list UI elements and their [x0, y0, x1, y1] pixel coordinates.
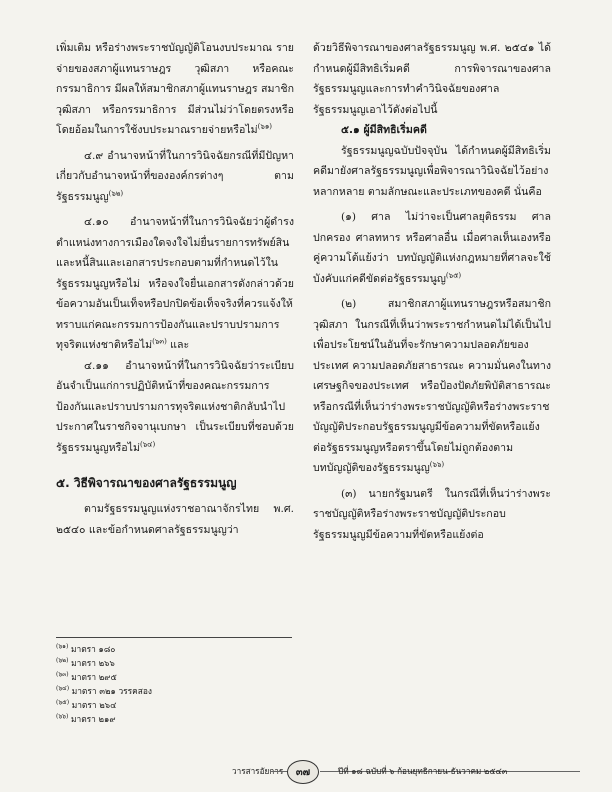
footnote-ref[interactable]: (๖๖) [429, 460, 445, 469]
footnote-divider [56, 637, 292, 638]
footer-divider [270, 771, 288, 772]
paragraph [56, 356, 294, 459]
footnote-number: (๖๑) [56, 643, 69, 651]
footnote-ref[interactable]: (๖๕) [445, 270, 462, 279]
issue-info: ปีที่ ๑๘ ฉบับที่ ๖ ก้อนยุทธิกายน-ธันวาคม ๒๕๔๓ [338, 766, 508, 776]
footnote-ref[interactable]: (๖๓) [152, 337, 167, 346]
paragraph-text: (๒) สมาชิกสภาผู้แทนราษฎรหรือสมาชิกวุฒิสภา ในกรณีที่เห็นว่าพระราชกำหนดไม่ได้เป็นไปเพื่อประโยชน์ในอันที่จะรักษาความปลอดภัยของประเทศ ความปลอดภัยสาธารณะ ความมั่นคงในทางเศรษฐกิจของประเทศ หรือป้องปัดภัยพิบัติสาธารณะ หรือกรณีที่เห็นว่าร่างพระราชบัญญัติหรือร่างพระราชบัญญัติประกอบรัฐธรรมนูญมีข้อความที่ขัดหรือแย้งต่อรัฐธรรมนูญหรือตราขึ้นโดยไม่ถูกต้องตามบทบัญญัติของรัฐธรรมนูญ [313, 298, 551, 474]
footnote-text: มาตรา ๑๘๐ [70, 644, 116, 654]
subsection-heading: ๕.๑ ผู้มีสิทธิเริ่มคดี [341, 124, 427, 136]
right-column [313, 38, 551, 545]
paragraph-text: เพิ่มเติม หรือร่างพระราชบัญญัติโอนงบประมาณ รายจ่ายของสภาผู้แทนราษฎร วุฒิสภา หรือคณะกรรมาธิการ มีผลให้สมาชิกสภาผู้แทนราษฎร สมาชิกวุฒิสภา หรือกรรมาธิการ มีส่วนไม่ว่าโดยตรงหรือโดยอ้อมในการใช้งบประมาณรายจ่ายหรือไม่ [56, 42, 294, 136]
paragraph-text: และ [166, 339, 190, 351]
left-column [56, 38, 294, 540]
paragraph: ด้วยวิธีพิจารณาของศาลรัฐธรรมนูญ พ.ศ. ๒๕๔๑ ได้กำหนดผู้มีสิทธิเริ่มคดี การพิจารณาของศาลรัฐธรรมนูญและการทำคำวินิจฉัยของศาลรัฐธรรมนูญเอาไว้ดังต่อไปนี้ [313, 42, 551, 116]
footnotes [56, 642, 292, 726]
footnote [56, 670, 292, 684]
footnote-number: (๖๒) [56, 657, 69, 665]
page-footer [0, 760, 612, 784]
footnote-ref[interactable]: (๖๒) [108, 188, 124, 197]
footnote-number: (๖๔) [56, 685, 70, 693]
footnote-number: (๖๕) [56, 699, 70, 707]
footnote-ref[interactable]: (๖๔) [139, 439, 156, 448]
footnote-number: (๖๖) [56, 713, 69, 721]
paragraph [56, 146, 294, 208]
paragraph: รัฐธรรมนูญฉบับปัจจุบัน ได้กำหนดผู้มีสิทธิเริ่มคดีมายังศาลรัฐธรรมนูญเพื่อพิจารณาวินิจฉัยไว้อย่างหลากหลาย ตามลักษณะและประเภทของคดี นั่นคือ [313, 144, 551, 198]
journal-name: วารสารอัยการ [232, 766, 284, 776]
footnote-ref[interactable]: (๖๑) [257, 122, 272, 131]
footnote-text: มาตรา ๒๙๕ [71, 672, 117, 682]
footnote-text: มาตรา ๒๖๖ [71, 658, 115, 668]
footnote [56, 698, 292, 712]
footnote [56, 712, 292, 726]
paragraph-text: (๑) ศาล ไม่ว่าจะเป็นศาลยุติธรรม ศาลปกครอง ศาลทหาร หรือศาลอื่น เมื่อศาลเห็นเองหรือคู่ความโต้แย้งว่า บทบัญญัติแห่งกฎหมายที่ศาลจะใช้บังคับแก่คดีขัดต่อรัฐธรรมนูญ [313, 211, 551, 285]
footnote-text: มาตรา ๓๒๑ วรรคสอง [71, 686, 152, 696]
page-number: ๓๗ [295, 766, 311, 778]
paragraph-text: ๔.๑๐ อำนาจหน้าที่ในการวินิจฉัยว่าผู้ดำรงตำแหน่งทางการเมืองใดจงใจไม่ยื่นรายการทรัพย์สินและหนี้สินและเอกสารประกอบตามที่กำหนดไว้ในรัฐธรรมนูญหรือไม่ หรือจงใจยื่นเอกสารดังกล่าวด้วยข้อความอันเป็นเท็จหรือปกปิดข้อเท็จจริงที่ควรแจ้งให้ทราบแก่คณะกรรมการป้องกันและปราบปรามการทุจริตแห่งชาติหรือไม่ [56, 216, 294, 351]
paragraph: (๓) นายกรัฐมนตรี ในกรณีที่เห็นว่าร่างพระราชบัญญัติหรือร่างพระราชบัญญัติประกอบรัฐธรรมนูญมีข้อความที่ขัดหรือแย้งต่อ [313, 487, 551, 541]
footnote [56, 642, 292, 656]
footnote-text: มาตรา ๒๖๔ [71, 700, 117, 710]
paragraph [56, 212, 294, 356]
paragraph [313, 207, 551, 289]
footnote-text: มาตรา ๒๑๙ [70, 714, 116, 724]
paragraph-text: ๔.๑๑ อำนาจหน้าที่ในการวินิจฉัยว่าระเบียบอันจำเป็นแก่การปฏิบัติหน้าที่ของคณะกรรมการป้องกันและปราบปรามการทุจริตแห่งชาติกลับนำไปประกาศในราชกิจจานุเบกษา เป็นระเบียบที่ชอบด้วยรัฐธรรมนูญหรือไม่ [56, 359, 294, 454]
footnote [56, 684, 292, 698]
section-heading: ๕. วิธีพิจารณาของศาลรัฐธรรมนูญ [56, 476, 237, 490]
footnote [56, 656, 292, 670]
page-number-badge [287, 760, 319, 784]
paragraph [313, 294, 551, 479]
paragraph-text: ๔.๙ อำนาจหน้าที่ในการวินิจฉัยกรณีที่มีปัญหาเกี่ยวกับอำนาจหน้าที่ขององค์กรต่างๆ ตามรัฐธรรมนูญ [56, 149, 294, 203]
paragraph: ตามรัฐธรรมนูญแห่งราชอาณาจักรไทย พ.ศ. ๒๕๔๐ และข้อกำหนดศาลรัฐธรรมนูญว่า [56, 503, 294, 536]
footnote-number: (๖๓) [56, 671, 69, 679]
paragraph [56, 38, 294, 141]
